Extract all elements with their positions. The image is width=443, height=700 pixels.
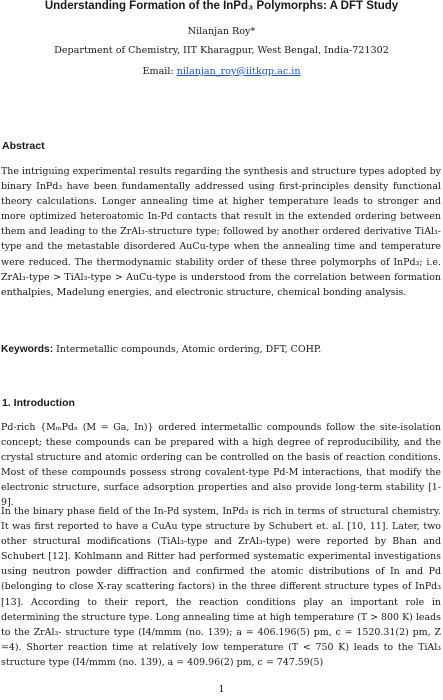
- keywords-label: Keywords:: [1, 344, 54, 355]
- paper-title: Understanding Formation of the InPd₃ Polymorphs: A DFT Study: [44, 0, 399, 12]
- keywords-line: [1, 342, 441, 357]
- abstract-heading: Abstract: [2, 140, 45, 152]
- introduction-paragraph-2: In the binary phase field of the In-Pd system, InPd₃ is rich in terms of structural chemistry. It was first reported to have a CuAu type structure by Schubert et. al. [10, 11]. Later, two other structural modifications (TiAl₃-type and ZrAl₃-type) were reported by Bhan and Schubert [12]. Kohlmann and Ritter had performed systematic experimental investigations using neutron powder diffraction and confirmed the atomic distributions of In and Pd (belonging to close X-ray scattering factors) in the three different structure types of InPd₃ [13]. According to their report, the reaction conditions play an important role in determining the structure type. Long annealing time at high temperature (T > 800 K) leads to the ZrAl₃- structure type (I4/mmm (no. 139); a = 406.196(5) pm, c = 1520.31(2) pm, Z =4). Shorter reaction time at relatively low temperature (T < 750 K) leads to the TiAl₃ structure type (I4/mmm (no. 139), a = 409.96(2) pm, c = 747.59(5): [1, 506, 441, 668]
- author-affiliation: Department of Chemistry, IIT Kharagpur, West Bengal, India-721302: [54, 45, 389, 56]
- keywords-text: Intermetallic compounds, Atomic ordering, DFT, COHP.: [53, 344, 322, 355]
- author-name: Nilanjan Roy*: [187, 26, 256, 37]
- abstract-text: The intriguing experimental results regarding the synthesis and structure types adopted by binary InPd₃ have been fundamentally addressed using first-principles density functional theory calculations. Longer annealing time at higher temperature leads to stronger and more optimized heteroatomic In-Pd contacts that result in the extended ordering between them and leading to the ZrAl₃-structure type; followed by another ordered derivative TiAl₃-type and the metastable disordered AuCu-type when the annealing time and temperature were reduced. The thermodynamic stability order of these three polymorphs of InPd₃; i.e. ZrAl₃-type > TiAl₃-type > AuCu-type is understood from the correlation between formation enthalpies, Madelung energies, and electronic structure, chemical bonding analysis.: [1, 166, 441, 298]
- introduction-heading: 1. Introduction: [2, 397, 75, 409]
- email-label: Email:: [142, 66, 177, 77]
- introduction-paragraph-1: Pd-rich {MₘPdₙ (M = Ga, In)} ordered intermetallic compounds follow the site-isolation concept; these compounds can be prepared with a high degree of reproducibility, and the crystal structure and atomic ordering can be controlled on the basis of reaction conditions. Most of these compounds possess strong covalent-type Pd-M interactions, that modify the electronic structure, surface adsorption properties and also provide long-term stability [1-9].: [1, 422, 441, 509]
- email-link[interactable]: nilanjan_roy@iitkgp.ac.in: [176, 66, 301, 77]
- author-email-line: [0, 66, 443, 77]
- page-number: 1: [218, 684, 225, 695]
